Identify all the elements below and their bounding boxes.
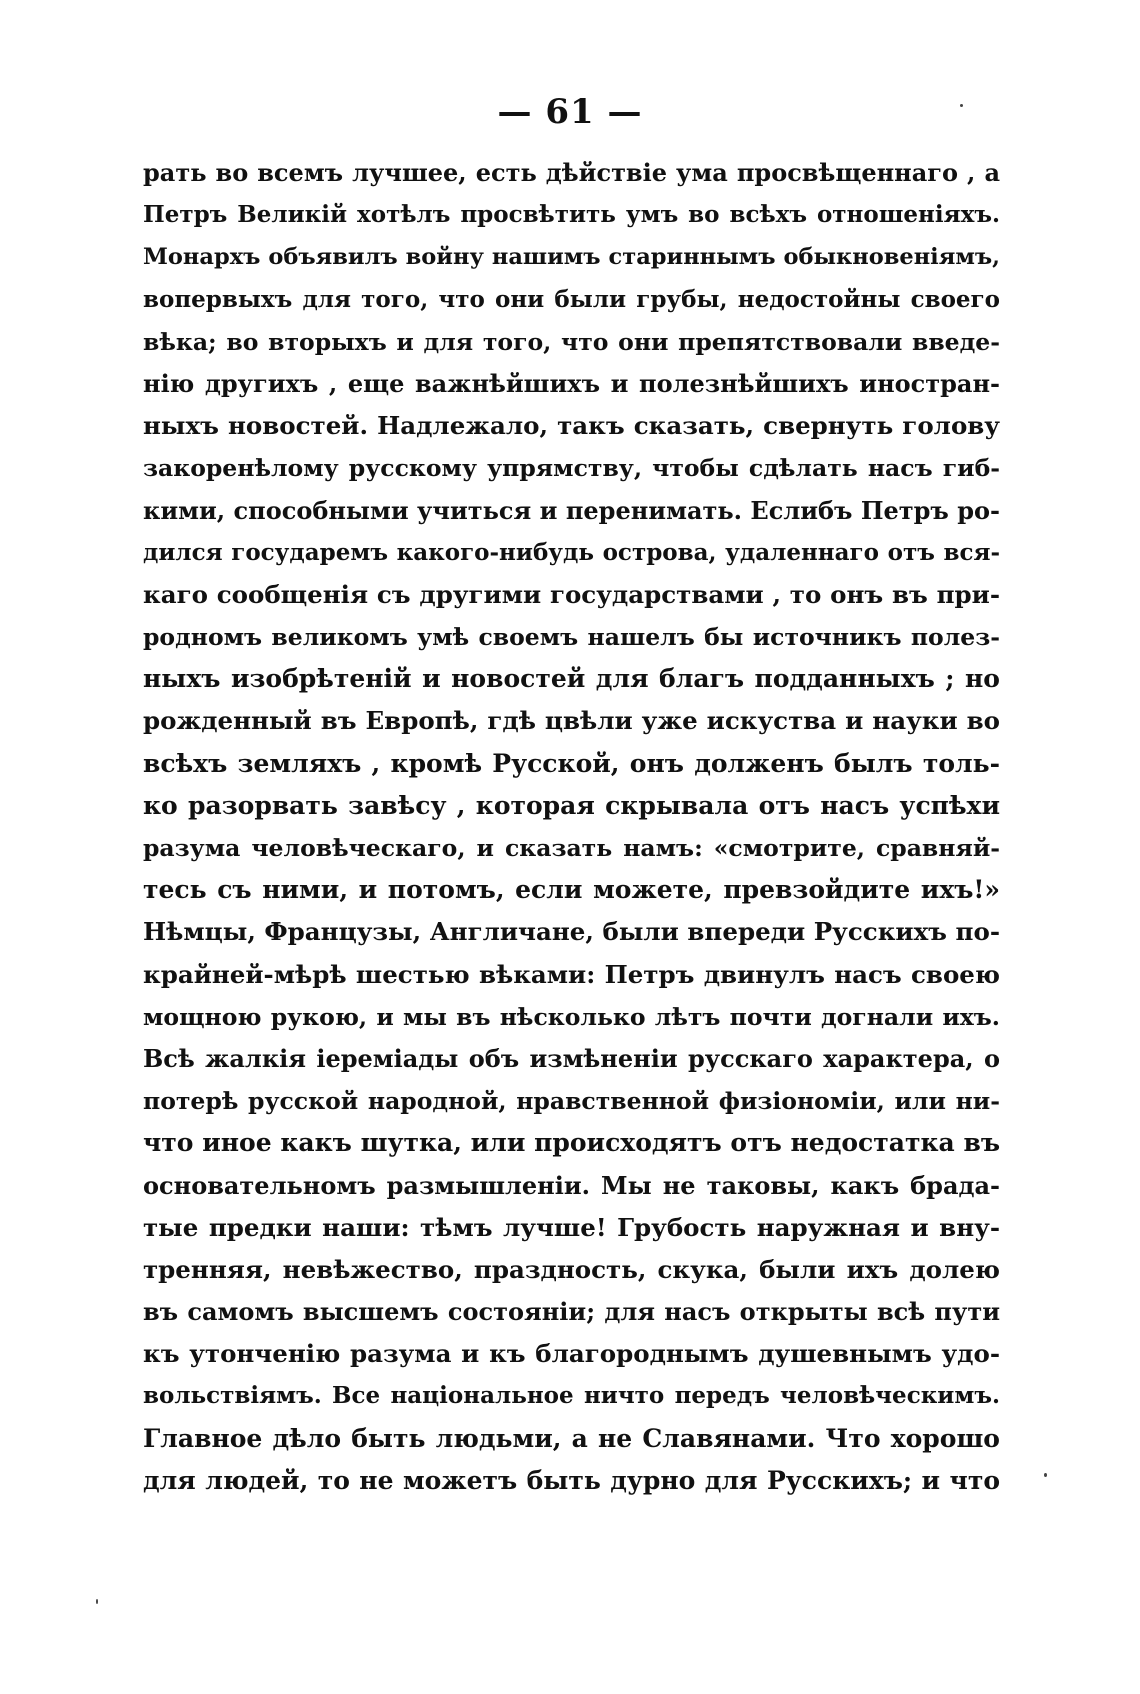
text-line-28: въ самомъ высшемъ состояніи; для насъ открыты всѣ пути (143, 1297, 1000, 1327)
text-line-22: Всѣ жалкія іеремiады объ измѣненіи русскаго характера, о (143, 1043, 1000, 1073)
text-line-3: Монархъ объявилъ войну нашимъ стариннымъ обыкновеніямъ, (143, 244, 1000, 271)
text-line-9: кими, способными учиться и перенимать. Еслибъ Петръ ро- (143, 495, 1000, 525)
text-line-8: закоренѣлому русскому упрямству, чтобы сдѣлать насъ гиб- (143, 454, 1000, 483)
text-line-14: рожденный въ Европѣ, гдѣ цвѣли уже искуства и науки во (143, 706, 1000, 736)
body-text (143, 152, 1000, 1502)
page-number: — 61 — (497, 92, 643, 132)
text-line-5: вѣка; во вторыхъ и для того, что они препятствовали введе- (143, 327, 1000, 356)
text-line-13: ныхъ изобрѣтеній и новостей для благъ подданныхъ ; но (143, 664, 1000, 694)
text-line-7: ныхъ новостей. Надлежало, такъ сказать, свернуть голову (143, 411, 1000, 441)
text-line-19: Нѣмцы, Французы, Англичане, были впереди Русскихъ по- (143, 917, 1000, 947)
text-line-31: Главное дѣло быть людьми, а не Славянами. Что хорошо (143, 1423, 1000, 1453)
text-line-6: нію другихъ , еще важнѣйшихъ и полезнѣйшихъ иностран- (143, 368, 1000, 398)
scan-speck (1044, 1473, 1047, 1477)
text-line-26: тые предки наши: тѣмъ лучше! Грубость наружная и вну- (143, 1212, 1000, 1242)
scan-speck (960, 104, 963, 107)
text-line-2: Петръ Великій хотѣлъ просвѣтить умъ во всѣхъ отношеніяхъ. (143, 201, 1000, 229)
text-line-25: основательномъ размышленіи. Мы не таковы, какъ брада- (143, 1170, 1000, 1200)
text-line-4: вопервыхъ для того, что они были грубы, недостойны своего (143, 285, 1000, 313)
text-line-11: каго сообщенія съ другими государствами , то онъ въ при- (143, 579, 1000, 609)
text-line-32: для людей, то не можетъ быть дурно для Русскихъ; и что (143, 1465, 1000, 1495)
text-line-27: тренняя, невѣжество, праздность, скука, были ихъ долею (143, 1254, 1000, 1284)
text-line-30: вольствіямъ. Все національное ничто передъ человѣческимъ. (143, 1382, 1000, 1410)
text-line-1: рать во всемъ лучшее, есть дѣйствіе ума просвѣщеннаго , а (143, 158, 1000, 187)
text-line-16: ко разорвать завѣсу , которая скрывала отъ насъ успѣхи (143, 790, 1000, 820)
text-line-10: дился государемъ какого-нибудь острова, удаленнаго отъ вся- (143, 538, 1000, 566)
text-line-12: родномъ великомъ умѣ своемъ нашелъ бы источникъ полез- (143, 623, 1000, 652)
text-line-17: разума человѣческаго, и сказать намъ: «смотрите, сравняй- (143, 834, 1000, 862)
text-line-18: тесь съ ними, и потомъ, если можете, превзойдите ихъ!» (143, 875, 1000, 905)
text-line-15: всѣхъ земляхъ , кромѣ Русской, онъ долженъ былъ толь- (143, 748, 1000, 778)
text-line-23: потерѣ русской народной, нравственной физіономіи, или ни- (143, 1087, 1000, 1116)
scan-speck (96, 1599, 98, 1604)
text-line-20: крайней-мѣрѣ шестью вѣками: Петръ двинулъ насъ своею (143, 959, 1000, 989)
text-line-24: что иное какъ шутка, или происходятъ отъ недостатка въ (143, 1128, 1000, 1158)
text-line-29: къ утонченію разума и къ благороднымъ душевнымъ удо- (143, 1339, 1000, 1369)
text-line-21: мощною рукою, и мы въ нѣсколько лѣтъ почти догнали ихъ. (143, 1002, 1000, 1031)
